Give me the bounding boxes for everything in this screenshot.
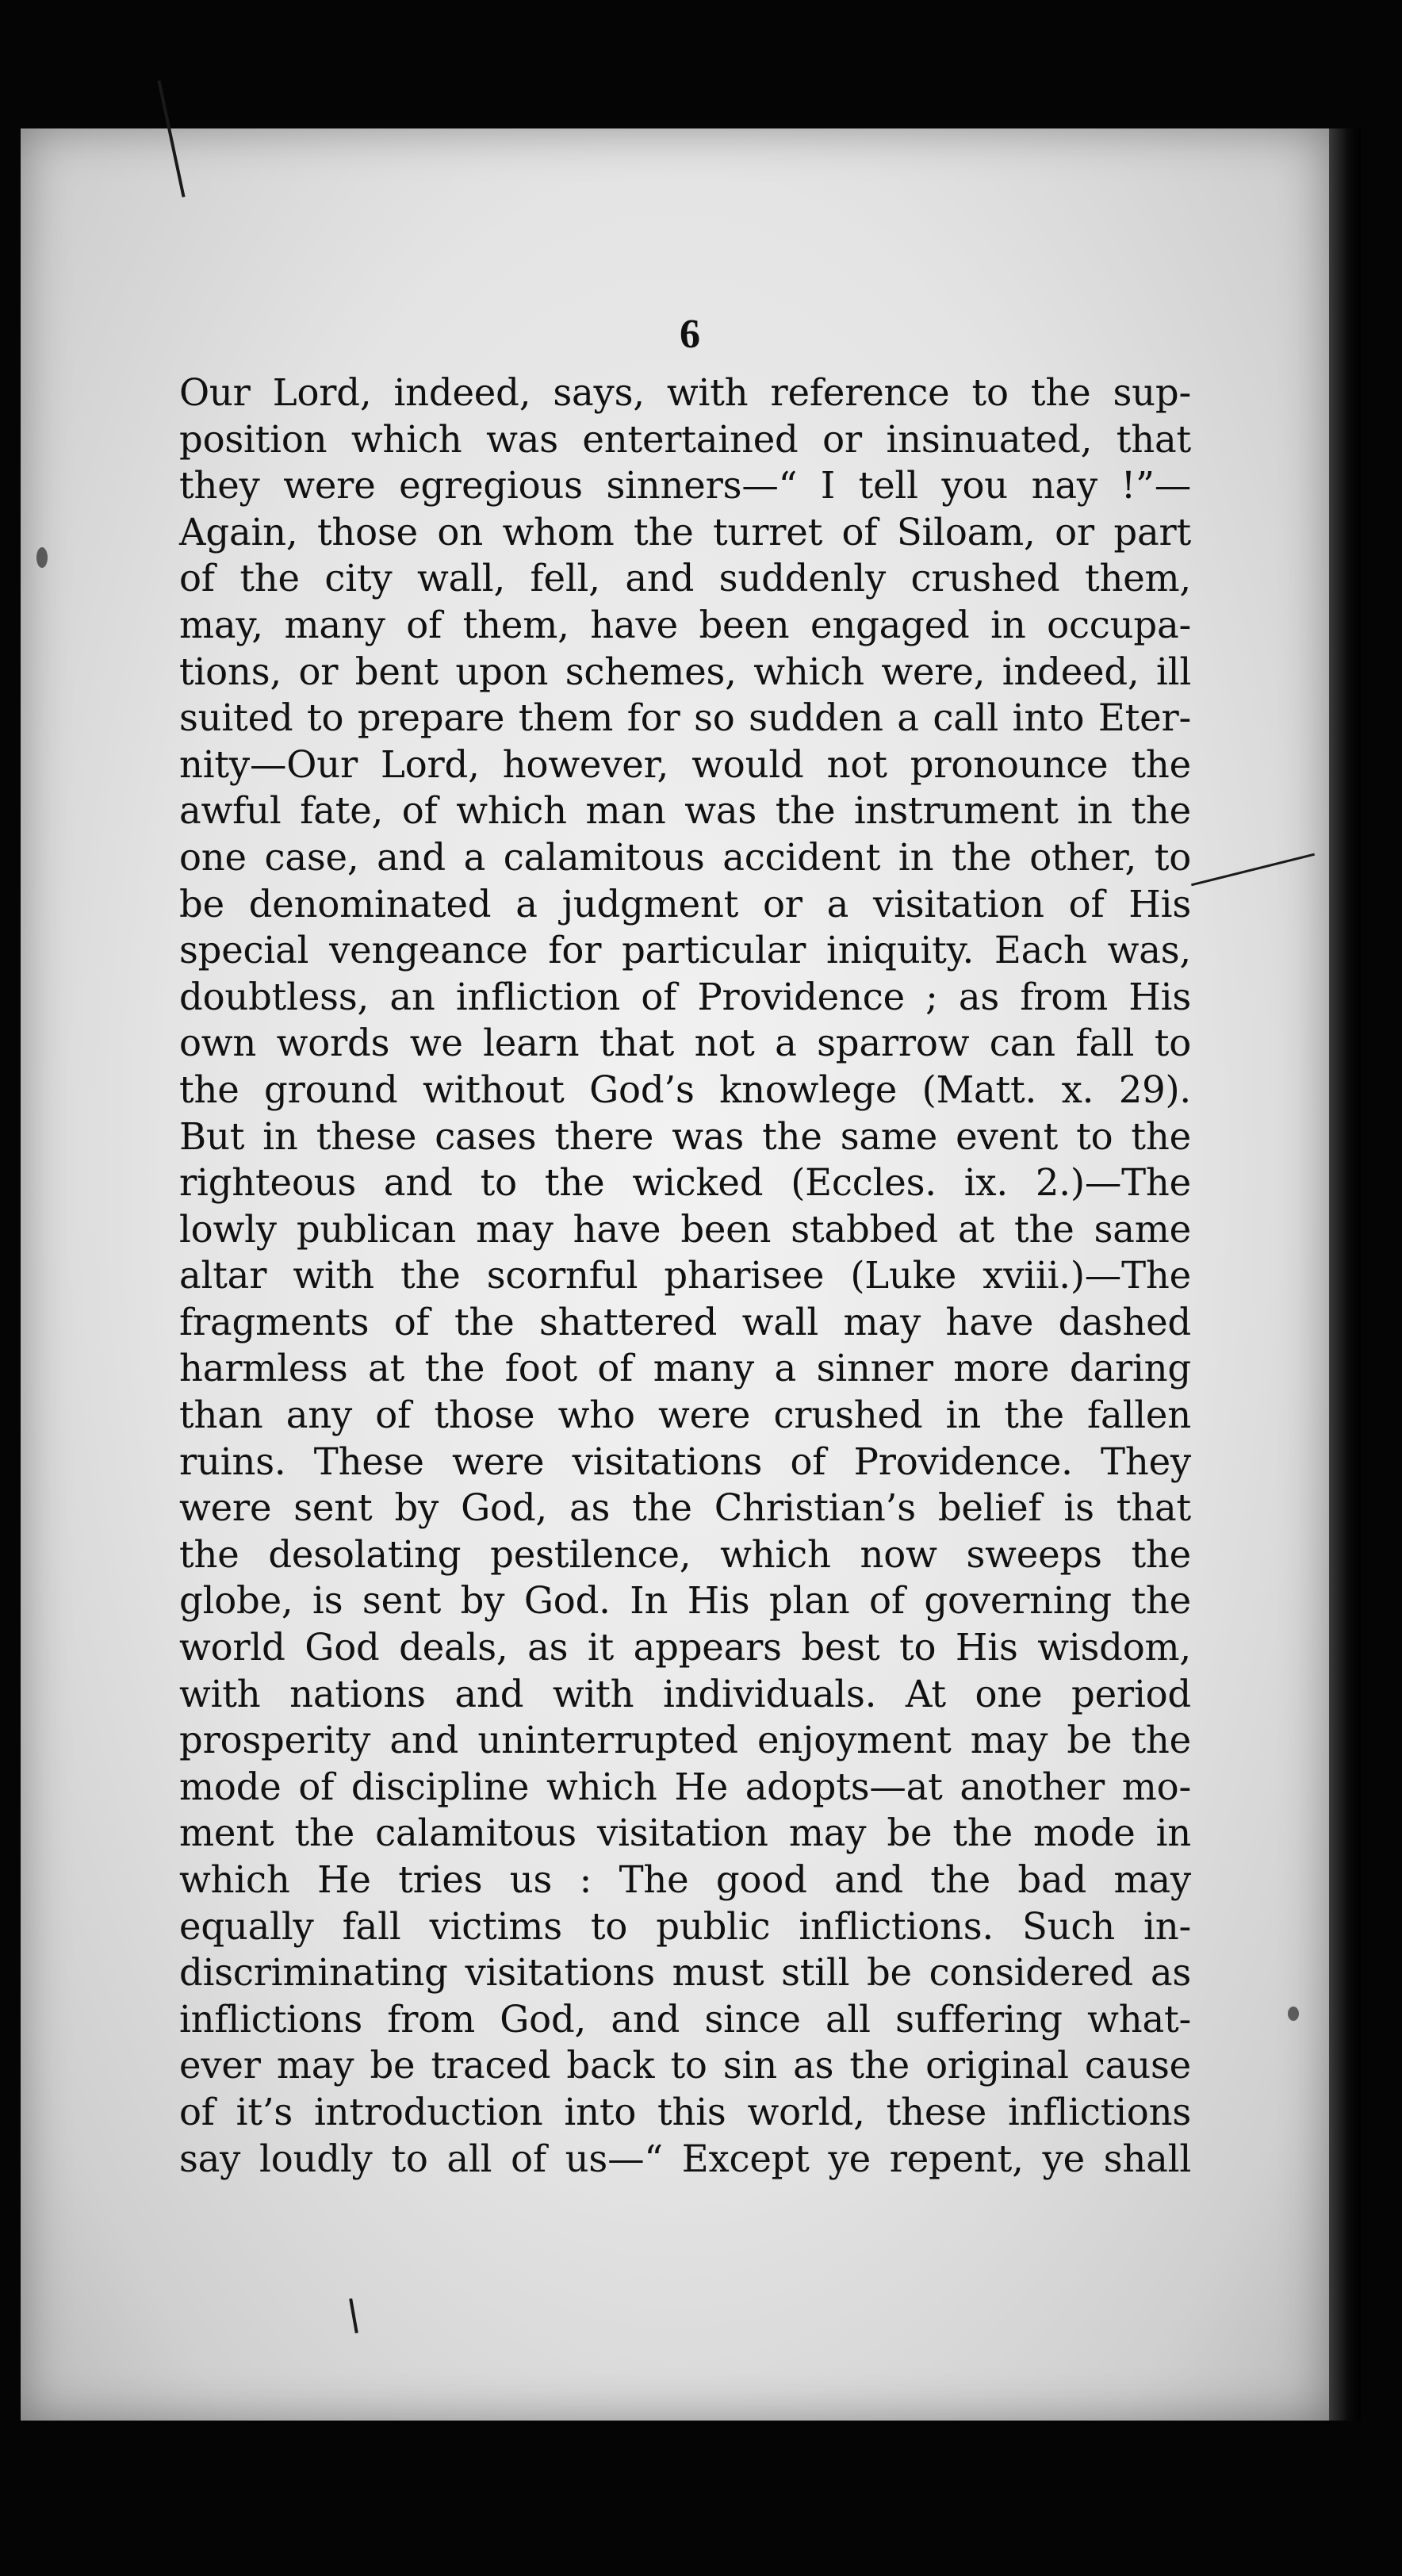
text-line: equally fall victims to public inflictions. Such in- <box>179 1904 1191 1948</box>
text-line: Again, those on whom the turret of Siloam, or part <box>179 510 1191 554</box>
text-line: doubtless, an infliction of Providence ; as from His <box>179 975 1191 1018</box>
text-line: position which was entertained or insinuated, that <box>179 417 1191 461</box>
text-line: But in these cases there was the same event to the <box>179 1114 1191 1158</box>
text-line: ever may be traced back to sin as the original cause <box>179 2044 1191 2087</box>
text-line: ruins. These were visitations of Providence. They <box>179 1439 1191 1483</box>
text-line: be denominated a judgment or a visitation of His <box>179 882 1191 926</box>
text-line: say loudly to all of us—“ Except ye repent, ye shall <box>179 2137 1191 2180</box>
text-line: special vengeance for particular iniquity. Each was, <box>179 929 1191 972</box>
text-line: awful fate, of which man was the instrument in the <box>179 789 1191 833</box>
text-line: mode of discipline which He adopts—at another mo- <box>179 1765 1191 1808</box>
text-line: than any of those who were crushed in the fallen <box>179 1393 1191 1437</box>
text-line: globe, is sent by God. In His plan of governing the <box>179 1579 1191 1623</box>
page-binding-edge <box>1329 128 1361 2421</box>
text-line: the ground without God’s knowlege (Matt. x. 29). <box>179 1068 1191 1111</box>
page-number: 6 <box>680 312 700 357</box>
scan-speck <box>36 547 48 568</box>
text-line: prosperity and uninterrupted enjoyment may be the <box>179 1719 1191 1762</box>
text-line: one case, and a calamitous accident in the other, to <box>179 835 1191 879</box>
scan-speck <box>1288 2007 1299 2021</box>
text-line: world God deals, as it appears best to His wisdom, <box>179 1626 1191 1669</box>
text-line: tions, or bent upon schemes, which were, indeed, ill <box>179 650 1191 693</box>
text-line: suited to prepare them for so sudden a call into Eter- <box>179 696 1191 740</box>
text-line: the desolating pestilence, which now sweeps the <box>179 1532 1191 1576</box>
text-line: with nations and with individuals. At one period <box>179 1672 1191 1715</box>
text-line: harmless at the foot of many a sinner more daring <box>179 1347 1191 1390</box>
text-line: altar with the scornful pharisee (Luke xviii.)—The <box>179 1254 1191 1298</box>
text-line: of the city wall, fell, and suddenly crushed them, <box>179 557 1191 600</box>
body-text <box>179 370 1191 2182</box>
text-line: lowly publican may have been stabbed at the same <box>179 1207 1191 1251</box>
text-line: were sent by God, as the Christian’s belief is that <box>179 1486 1191 1530</box>
text-line: may, many of them, have been engaged in occupa- <box>179 603 1191 646</box>
text-line: fragments of the shattered wall may have dashed <box>179 1300 1191 1344</box>
text-line: nity—Our Lord, however, would not pronounce the <box>179 742 1191 786</box>
text-line: which He tries us : The good and the bad may <box>179 1858 1191 1901</box>
text-line: inflictions from God, and since all suffering what- <box>179 1997 1191 2041</box>
text-line: they were egregious sinners—“ I tell you nay !”— <box>179 464 1191 508</box>
text-line: of it’s introduction into this world, these inflictions <box>179 2090 1191 2133</box>
text-line: righteous and to the wicked (Eccles. ix. 2.)—The <box>179 1161 1191 1205</box>
text-line: ment the calamitous visitation may be the mode in <box>179 1811 1191 1855</box>
text-line: own words we learn that not a sparrow can fall to <box>179 1022 1191 1065</box>
text-line: Our Lord, indeed, says, with reference to the sup- <box>179 371 1191 414</box>
text-line: discriminating visitations must still be considered as <box>179 1951 1191 1995</box>
